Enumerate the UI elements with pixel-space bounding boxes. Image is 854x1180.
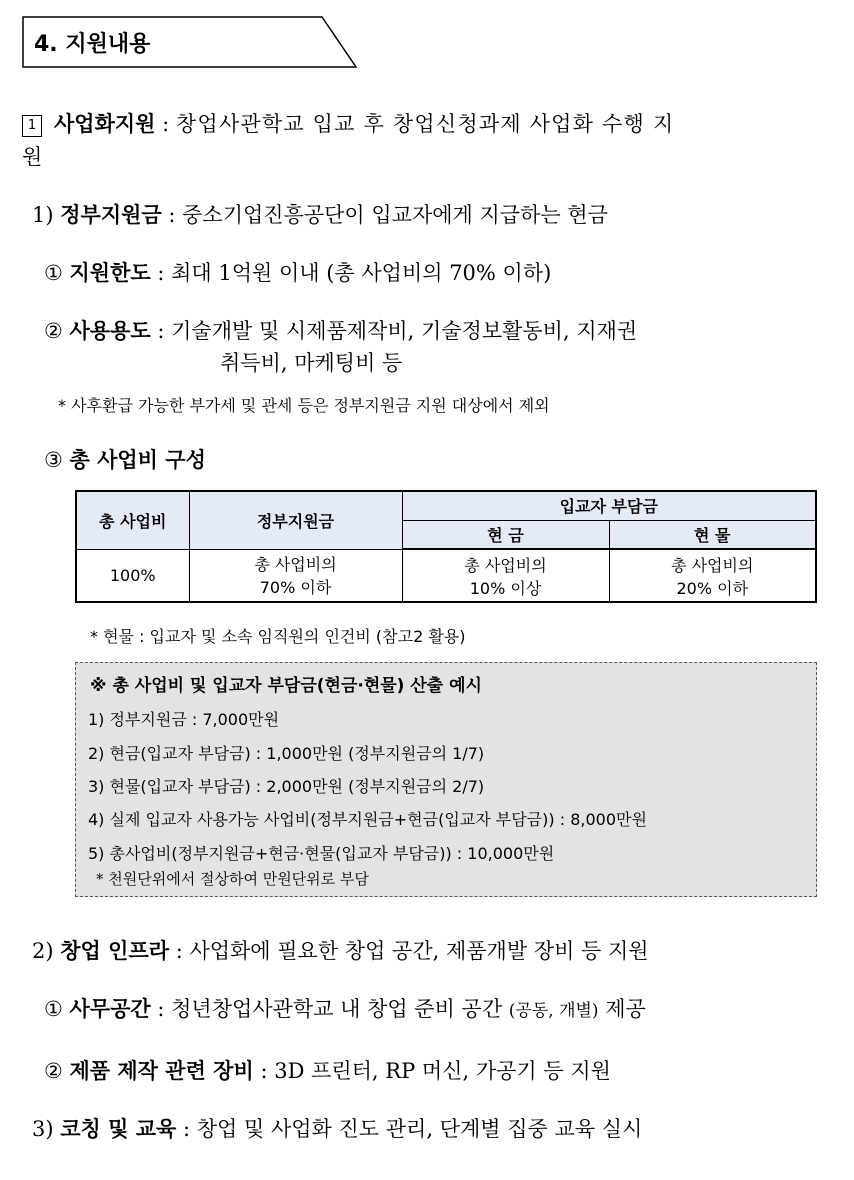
td-in-kind: [609, 549, 816, 602]
td-kind-line2: 20% 이하: [676, 578, 749, 598]
td-cash: [402, 549, 609, 602]
sub2-p2-title: 제품 제작 관련 장비: [69, 1058, 254, 1083]
sub2-desc: 사업화에 필요한 창업 공간, 제품개발 장비 등 지원: [189, 939, 649, 963]
sub1-p2: [44, 315, 637, 345]
sub1-p2-desc-cont: 취득비, 마케팅비 등: [220, 351, 403, 375]
sub1-sep: :: [168, 203, 176, 227]
sub2-p2: [44, 1055, 611, 1085]
example-item-2: 2) 현금(입교자 부담금) : 1,000만원 (정부지원금의 1/7): [88, 744, 485, 763]
td-gov-support: [189, 549, 402, 602]
sub1-p2-title: 사용용도: [69, 318, 151, 343]
sub1-p2-num: ②: [44, 319, 63, 343]
sub1-p3: [44, 444, 206, 474]
td-gov-line1: 총 사업비의: [254, 555, 337, 575]
example-item-4: 4) 실제 입교자 사용가능 사업비(정부지원금+현금(입교자 부담금)) : 8,000만원: [88, 810, 647, 829]
item1-title: 사업화지원: [54, 111, 156, 136]
sub2-p1-num: ①: [44, 997, 63, 1021]
example-box: [75, 662, 817, 897]
sub1-title: 정부지원금: [60, 202, 162, 227]
td-kind-line1: 총 사업비의: [671, 555, 754, 575]
td-gov-line2: 70% 이하: [259, 578, 332, 598]
sub2-p2-num: ②: [44, 1059, 63, 1083]
sub1-p2-desc: 기술개발 및 시제품제작비, 기술정보활동비, 지재권: [171, 319, 638, 343]
sub2-sep: :: [175, 939, 183, 963]
th-trainee-burden: 입교자 부담금: [402, 491, 816, 520]
item1-desc: 창업사관학교 입교 후 창업신청과제 사업화 수행 지: [175, 112, 675, 136]
td-total: 100%: [76, 549, 189, 602]
example-item-3: 3) 현물(입교자 부담금) : 2,000만원 (정부지원금의 2/7): [88, 777, 485, 796]
th-cash: 현 금: [402, 520, 609, 549]
sub1-line: [32, 199, 608, 229]
sub2-p1-sep: :: [157, 997, 165, 1021]
item1-sep: :: [162, 112, 170, 136]
sub3-num: 3): [32, 1117, 54, 1141]
th-total: 총 사업비: [76, 491, 189, 549]
sub2-title: 창업 인프라: [60, 938, 169, 963]
sub2-p2-sep: :: [260, 1059, 268, 1083]
sub1-desc: 중소기업진흥공단이 입교자에게 지급하는 현금: [182, 203, 608, 227]
sub2-num: 2): [32, 939, 54, 963]
sub2-p1-desc-paren: (공동, 개별): [508, 1001, 599, 1021]
example-note: * 천원단위에서 절상하여 만원단위로 부담: [96, 870, 369, 888]
sub1-p1-desc: 최대 1억원 이내 (총 사업비의 70% 이하): [171, 261, 552, 285]
th-in-kind: 현 물: [609, 520, 816, 549]
sub1-p3-num: ③: [44, 448, 63, 472]
sub1-p2-note: * 사후환급 가능한 부가세 및 관세 등은 정부지원금 지원 대상에서 제외: [58, 396, 550, 415]
sub2-p1: [44, 993, 646, 1023]
td-cash-line1: 총 사업비의: [464, 555, 547, 575]
table-note: * 현물 : 입교자 및 소속 임직원의 인건비 (참고2 활용): [90, 627, 466, 646]
section-title: 4. 지원내용: [34, 32, 151, 57]
sub2-line: [32, 935, 649, 965]
example-item-1: 1) 정부지원금 : 7,000만원: [88, 710, 280, 729]
sub2-p2-desc: 3D 프린터, RP 머신, 가공기 등 지원: [274, 1059, 611, 1083]
th-gov-support: 정부지원금: [189, 491, 402, 549]
sub3-title: 코칭 및 교육: [60, 1116, 177, 1141]
sub3-sep: :: [183, 1117, 191, 1141]
item1-marker: 1: [22, 115, 42, 137]
item1-line: [22, 108, 674, 138]
sub1-p1: [44, 257, 551, 287]
sub2-p1-title: 사무공간: [69, 996, 151, 1021]
example-item-5: 5) 총사업비(정부지원금+현금·현물(입교자 부담금)) : 10,000만원: [88, 844, 555, 863]
td-cash-line2: 10% 이상: [469, 578, 542, 598]
sub1-p1-sep: :: [157, 261, 165, 285]
example-title: ※ 총 사업비 및 입교자 부담금(현금·현물) 산출 예시: [90, 676, 482, 696]
sub3-desc: 창업 및 사업화 진도 관리, 단계별 집중 교육 실시: [196, 1117, 643, 1141]
sub2-p1-desc-end: 제공: [598, 997, 646, 1021]
sub1-p1-title: 지원한도: [69, 260, 151, 285]
sub3-line: [32, 1113, 642, 1143]
cost-composition-table: [75, 490, 817, 603]
sub2-p1-desc: 청년창업사관학교 내 창업 준비 공간: [171, 997, 509, 1021]
sub1-p2-sep: :: [157, 319, 165, 343]
item1-desc-cont: 원: [22, 145, 43, 169]
sub1-p1-num: ①: [44, 261, 63, 285]
sub1-p3-title: 총 사업비 구성: [69, 447, 206, 472]
sub1-num: 1): [32, 203, 54, 227]
